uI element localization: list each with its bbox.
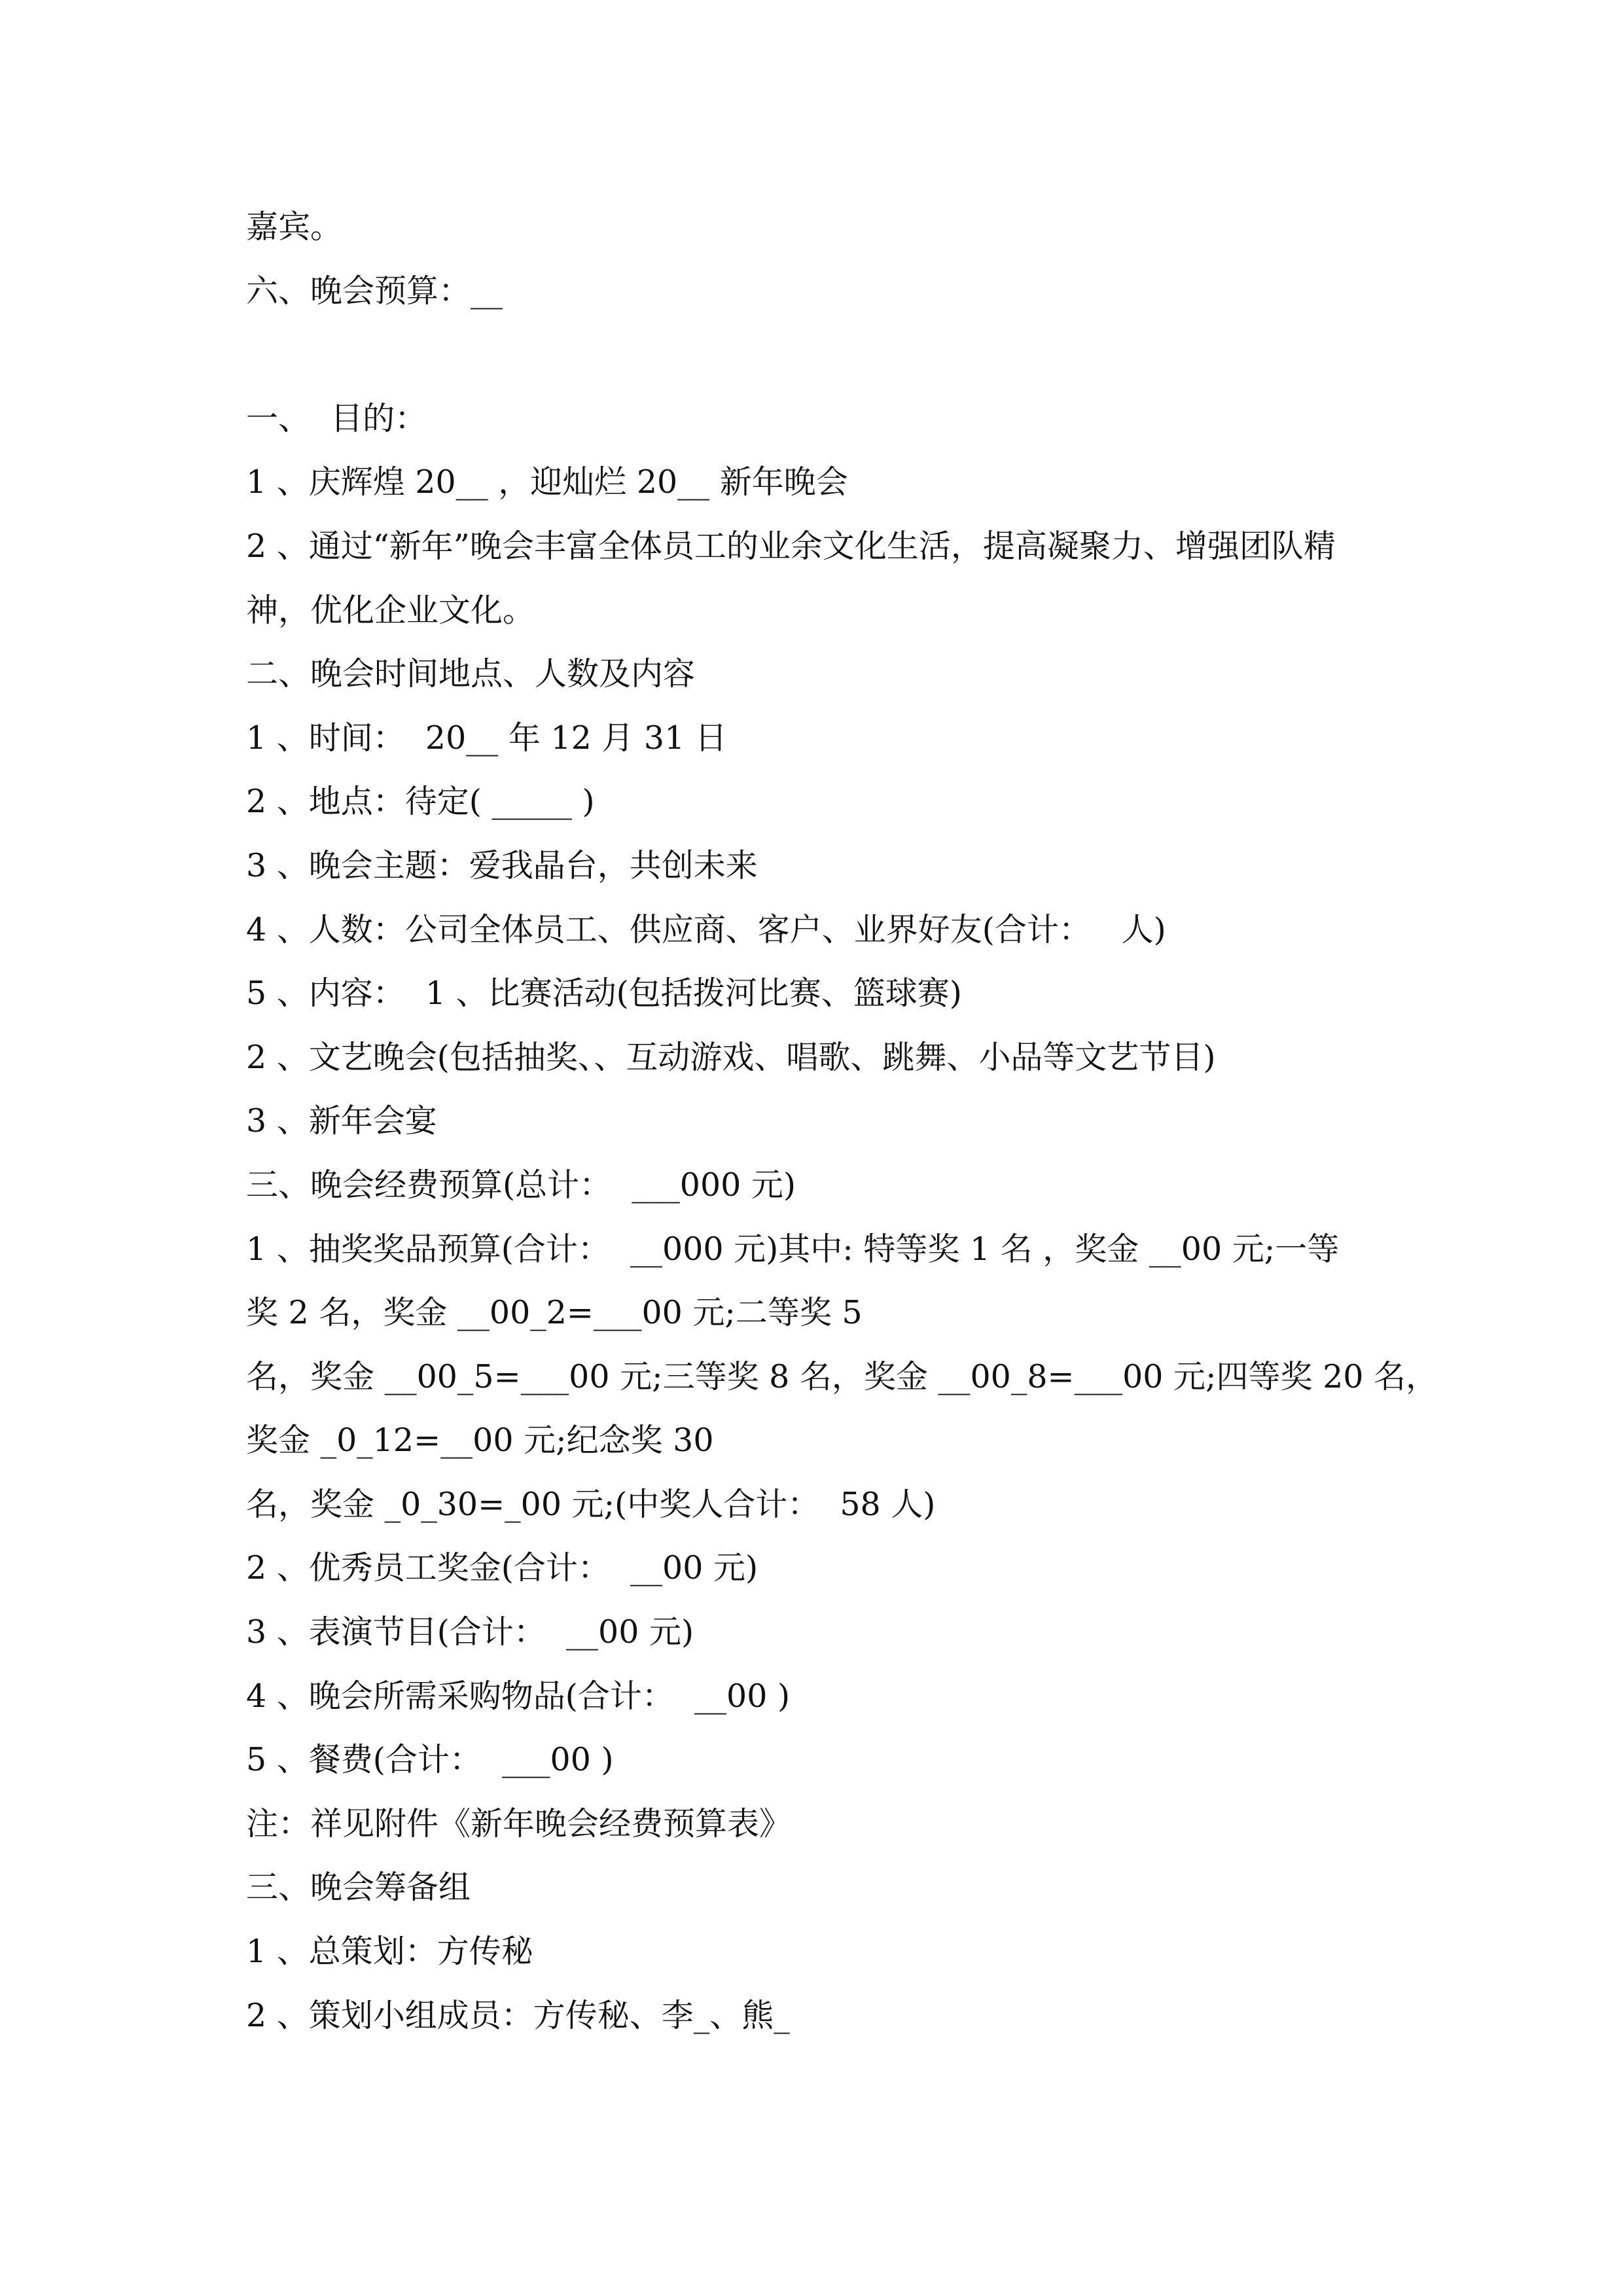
text-line-continuation: 奖 2 名，奖金 __00_2=___00 元;二等奖 5 [246,1294,863,1332]
list-item: 1 、时间： 20__ 年 12 月 31 日 [246,719,727,757]
list-item: 5 、餐费(合计： ___00 ) [246,1741,614,1779]
note-line: 注：祥见附件《新年晚会经费预算表》 [246,1804,792,1842]
list-item: 3 、晚会主题：爱我晶台，共创未来 [246,846,758,884]
list-item: 3 、新年会宴 [246,1102,437,1140]
text-line-continuation: 名，奖金 __00_5=___00 元;三等奖 8 名，奖金 __00_8=___00 元;四等奖 20 名， [246,1357,1438,1395]
list-item: 4 、人数：公司全体员工、供应商、客户、业界好友(合计： 人) [246,910,1166,948]
blank-spacer [246,323,1398,387]
list-item: 5 、内容： 1 、比赛活动(包括拨河比赛、篮球赛) [246,975,962,1013]
list-item: 2 、地点：待定( _____ ) [246,783,595,821]
list-item: 1 、总策划：方传秘 [246,1933,533,1971]
text-line-continuation: 奖金 _0_12=__00 元;纪念奖 30 [246,1422,714,1460]
list-item: 2 、文艺晚会(包括抽奖、、互动游戏、唱歌、跳舞、小品等文艺节目) [246,1038,1216,1076]
list-item: 2 、通过“新年”晚会丰富全体员工的业余文化生活，提高凝聚力、增强团队精 [246,527,1336,565]
document-body [246,195,1438,2047]
list-item: 3 、表演节目(合计： __00 元) [246,1613,694,1651]
section-heading-prep-group: 三、晚会筹备组 [246,1869,471,1907]
section-heading-time-place: 二、晚会时间地点、人数及内容 [246,655,696,693]
text-line-continuation: 名，奖金 _0_30=_00 元;(中奖人合计： 58 人) [246,1485,936,1523]
text-line-continuation: 神，优化企业文化。 [246,591,535,629]
list-item: 1 、庆辉煌 20__ ，迎灿烂 20__ 新年晚会 [246,463,848,501]
list-item: 2 、优秀员工奖金(合计： __00 元) [246,1549,758,1587]
section-heading-purpose: 一、 目的： [246,399,427,437]
list-item: 1 、抽奖奖品预算(合计： __000 元)其中: 特等奖 1 名 ，奖金 __00 元;一等 [246,1230,1340,1268]
list-item: 4 、晚会所需采购物品(合计： __00 ) [246,1677,791,1715]
text-line-continuation: 嘉宾。 [246,208,343,245]
section-heading-budget: 六、晚会预算：__ [246,272,503,310]
section-heading-expense-budget: 三、晚会经费预算(总计： ___000 元) [246,1166,796,1204]
list-item: 2 、策划小组成员：方传秘、李_、熊_ [246,1996,790,2034]
